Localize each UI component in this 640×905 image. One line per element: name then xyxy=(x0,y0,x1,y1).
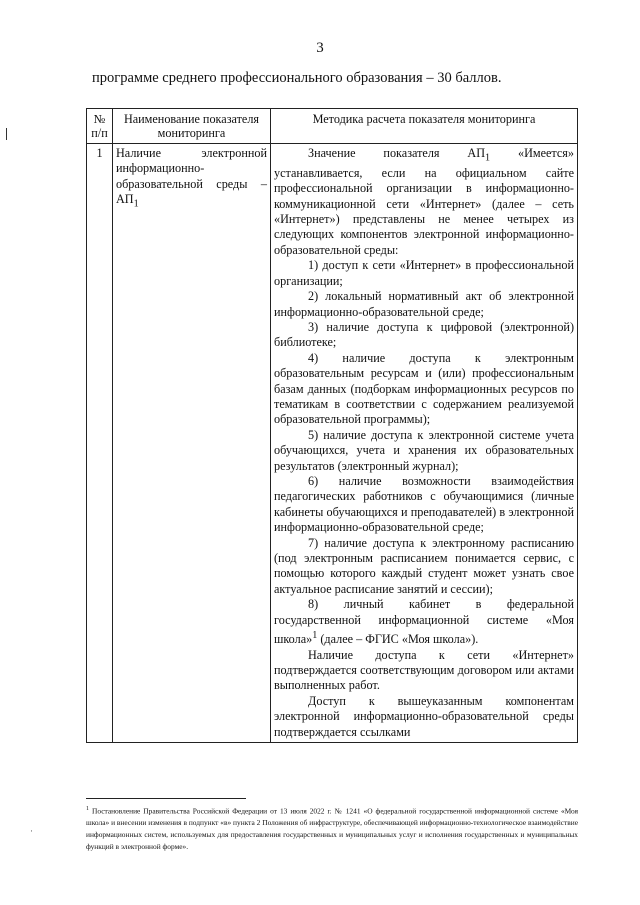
method-item-5: 5) наличие доступа к электронной системе учета обучающихся, учета и хранения их образовательных результатов (электронный журнал); xyxy=(274,427,574,473)
method-item-8 xyxy=(274,597,574,647)
method-intro xyxy=(274,146,574,258)
header-name: Наименование показателя мониторинга xyxy=(113,109,271,144)
method-intro-b: «Имеется» устанавливается, если на официальном сайте профессиональной организации в информационно-коммуникационной сети «Интернет» (далее – сеть «Интернет») представлены не менее четырех из следующих компонентов электронной информационно-образовательной среды: xyxy=(274,146,574,257)
footnote-text: Постановление Правительства Российской Федерации от 13 июля 2022 г. № 1241 «О федеральной государственной информационной системе «Моя школа» и внесении изменения в подпункт «в» пункта 2 Положения об инфраструктуре, обеспечивающей информационно-технологическое взаимодействие информационных систем, используемых для предоставления государственных и муниципальных услуг и исполнения государственных и муниципальных функций в электронной форме». xyxy=(86,806,578,852)
method-item-1: 1) доступ к сети «Интернет» в профессиональной организации; xyxy=(274,258,574,288)
method-item-8-b: (далее – ФГИС «Моя школа»). xyxy=(317,632,479,647)
method-item-7: 7) наличие доступа к электронному расписанию (под электронным расписанием понимается сервис, с помощью которого каждый студент может узнать свое актуальное расписание занятий и сессии); xyxy=(274,535,574,596)
table-header-row xyxy=(87,109,578,144)
footnote-rule xyxy=(86,798,246,799)
method-item-4: 4) наличие доступа к электронным образовательным ресурсам и (или) профессиональным базам данных (подборкам информационных ресурсов по тематикам в соответствии с содержанием реализуемой образовательной программы); xyxy=(274,350,574,427)
method-cell xyxy=(271,144,578,743)
monitoring-table xyxy=(86,108,578,743)
footnote xyxy=(86,803,578,853)
method-item-8-a: 8) личный кабинет в федеральной государственной информационной системе «Моя школа» xyxy=(274,597,574,647)
internet-confirm: Наличие доступа к сети «Интернет» подтверждается соответствующим договором или актами выполненных работ. xyxy=(274,647,574,693)
header-method: Методика расчета показателя мониторинга xyxy=(271,109,578,144)
footnote-ref: 1 xyxy=(312,630,318,642)
indicator-name-sub: 1 xyxy=(133,198,139,210)
indicator-name xyxy=(113,144,271,743)
table-row xyxy=(87,144,578,743)
margin-dot: · xyxy=(30,826,33,836)
access-confirm: Доступ к вышеуказанным компонентам электронной информационно-образовательной среды подтверждается ссылками xyxy=(274,693,574,739)
method-intro-sub: 1 xyxy=(485,152,491,164)
row-num: 1 xyxy=(87,144,113,743)
method-item-2: 2) локальный нормативный акт об электронной информационно-образовательной среде; xyxy=(274,289,574,319)
intro-text: программе среднего профессионального образования – 30 баллов. xyxy=(92,70,502,86)
method-intro-a: Значение показателя АП xyxy=(308,146,486,160)
page-number: 3 xyxy=(316,40,324,56)
indicator-name-text: Наличие электронной информационно-образовательной среды – АП xyxy=(116,146,267,207)
header-num: № п/п xyxy=(87,109,113,144)
margin-mark xyxy=(6,128,7,140)
method-item-6: 6) наличие возможности взаимодействия педагогических работников с обучающимися (личные кабинеты обучающихся и преподавателей) в электронной информационно-образовательной среде; xyxy=(274,473,574,535)
footnote-marker: 1 xyxy=(86,806,89,812)
method-item-3: 3) наличие доступа к цифровой (электронной) библиотеке; xyxy=(274,319,574,350)
